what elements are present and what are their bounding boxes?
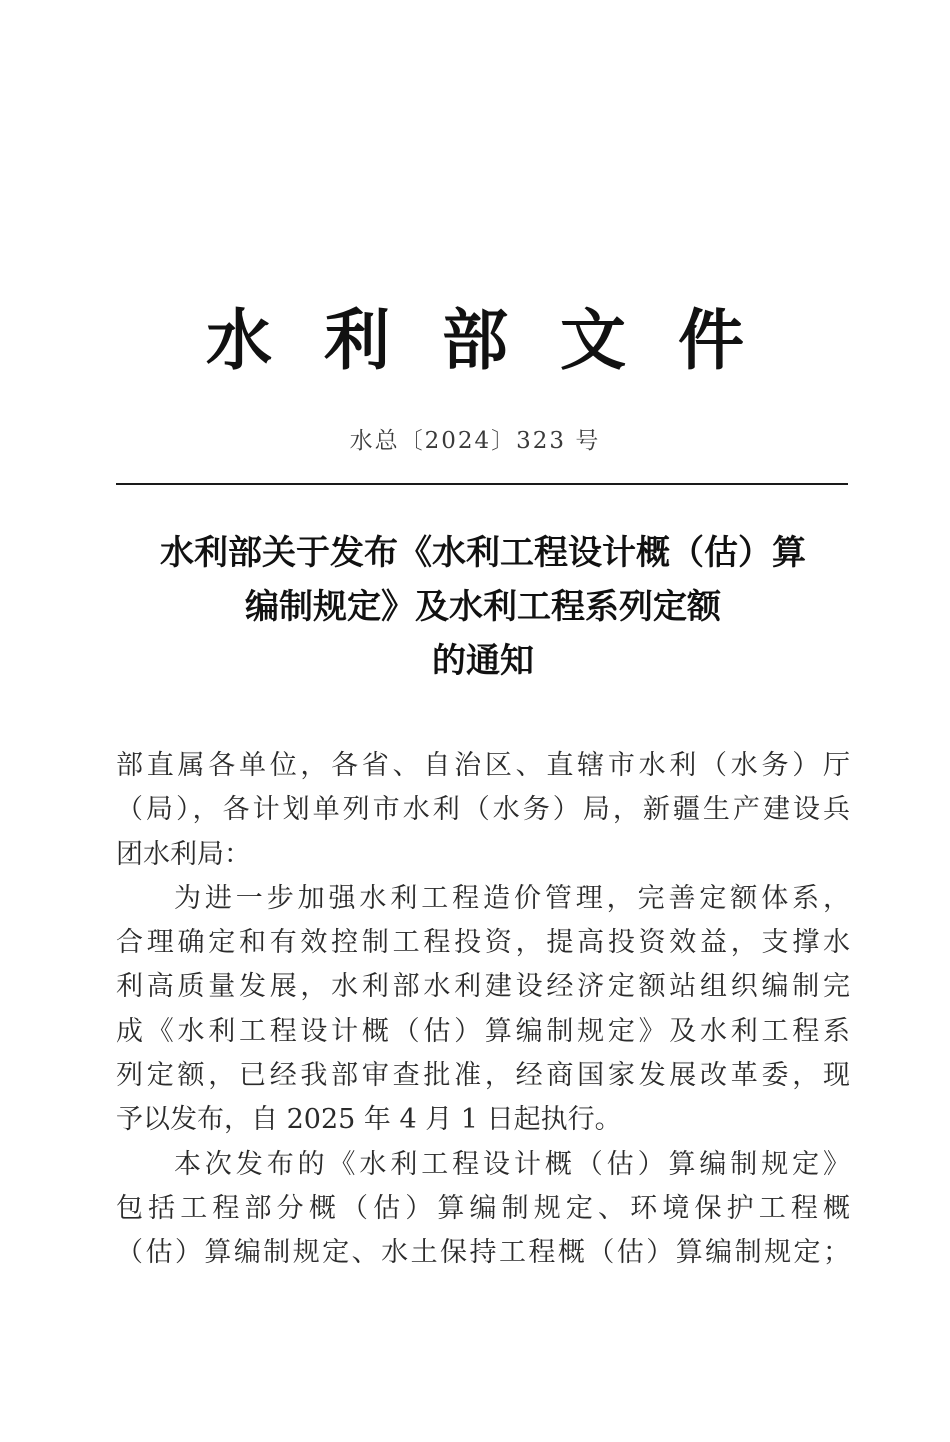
document-body <box>116 744 850 1276</box>
body-line: 成《水利工程设计概（估）算编制规定》及水利工程系 <box>116 1015 850 1047</box>
body-line: （局），各计划单列市水利（水务）局，新疆生产建设兵 <box>116 794 850 826</box>
body-line: 为进一步加强水利工程造价管理，完善定额体系， <box>174 882 850 914</box>
notice-title-line: 编制规定》及水利工程系列定额 <box>245 587 721 627</box>
addressee <box>116 744 850 877</box>
body-line: 部直属各单位，各省、自治区、直辖市水利（水务）厅 <box>116 750 850 781</box>
body-line: 包括工程部分概（估）算编制规定、环境保护工程概 <box>116 1192 850 1224</box>
notice-title-line: 水利部关于发布《水利工程设计概（估）算 <box>160 533 806 573</box>
body-line: 本次发布的《水利工程设计概（估）算编制规定》 <box>174 1148 850 1180</box>
body-line: 利高质量发展，水利部水利建设经济定额站组织编制完 <box>116 971 850 1003</box>
paragraph-2 <box>116 1143 850 1276</box>
header-divider <box>116 483 848 485</box>
body-line: 团水利局： <box>116 838 251 870</box>
notice-title-line: 的通知 <box>432 641 534 681</box>
document-header-title: 水利部文件 <box>206 301 796 379</box>
document-number: 水总〔2024〕323 号 <box>349 428 601 454</box>
paragraph-1 <box>116 877 850 1143</box>
body-line: （估）算编制规定、水土保持工程概（估）算编制规定； <box>116 1237 850 1269</box>
notice-title <box>100 526 866 688</box>
body-line: 予以发布，自 2025 年 4 月 1 日起执行。 <box>116 1104 622 1136</box>
body-line: 合理确定和有效控制工程投资，提高投资效益，支撑水 <box>116 927 850 959</box>
body-line: 列定额，已经我部审查批准，经商国家发展改革委，现 <box>116 1060 850 1092</box>
